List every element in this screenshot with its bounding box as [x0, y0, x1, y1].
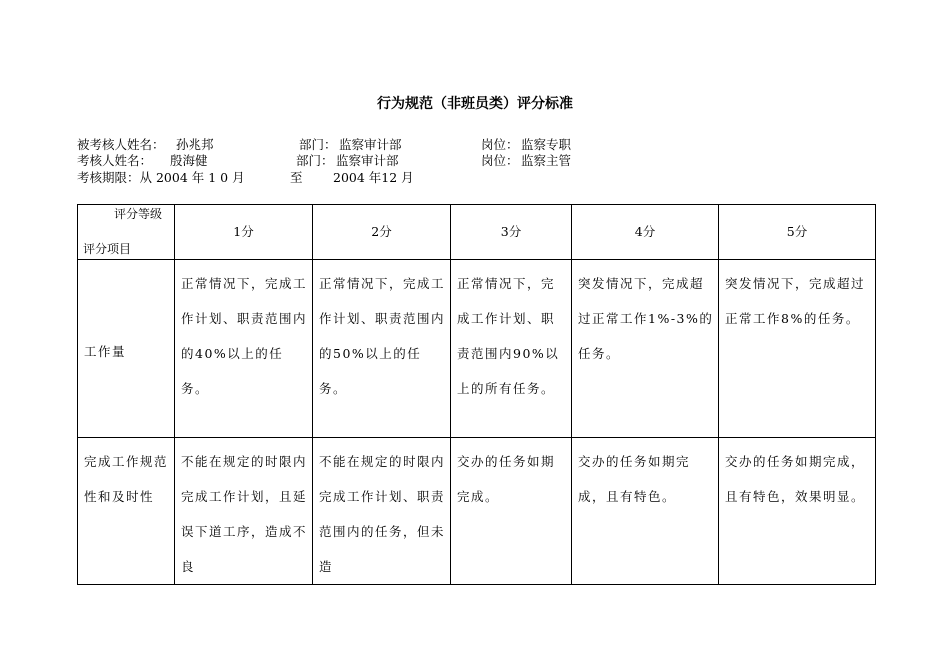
row-item-timeliness: 完成工作规范性和及时性 [78, 438, 175, 585]
cell-timeliness-2: 不能在规定的时限内完成工作计划、职责范围内的任务，但未造 [313, 438, 451, 585]
row-item-workload: 工作量 [78, 260, 175, 438]
examiner-label: 考核人姓名： [77, 153, 153, 168]
document-title: 行为规范（非班员类）评分标准 [377, 96, 573, 112]
corner-score-item: 评分项目 [83, 242, 132, 256]
header-score-2: 2分 [313, 205, 451, 260]
cell-timeliness-1: 不能在规定的时限内完成工作计划，且延误下道工序，造成不良 [175, 438, 313, 585]
period-end: 2004 年12 月 [333, 170, 414, 185]
cell-workload-4: 突发情况下，完成超过正常工作1%-3%的任务。 [572, 260, 719, 438]
header-score-1: 1分 [175, 205, 313, 260]
cell-workload-1: 正常情况下，完成工作计划、职责范围内的40%以上的任务。 [175, 260, 313, 438]
examiner-dept-label: 部门： [296, 153, 334, 168]
examiner-post-label: 岗位： [481, 153, 519, 168]
period-to: 至 [290, 170, 303, 185]
cell-timeliness-5: 交办的任务如期完成，且有特色，效果明显。 [719, 438, 876, 585]
corner-cell [78, 205, 175, 260]
examinee-post-label: 岗位： [481, 137, 519, 152]
header-score-4: 4分 [572, 205, 719, 260]
header-score-5: 5分 [719, 205, 876, 260]
header-score-3: 3分 [451, 205, 572, 260]
cell-timeliness-4: 交办的任务如期完成，且有特色。 [572, 438, 719, 585]
examinee-label: 被考核人姓名： [77, 137, 165, 152]
cell-timeliness-3: 交办的任务如期完成。 [451, 438, 572, 585]
examinee-dept: 监察审计部 [339, 137, 402, 152]
examinee-name: 孙兆邦 [176, 137, 214, 152]
corner-score-level: 评分等级 [113, 207, 162, 221]
period-label: 考核期限：从 2004 年 1 0 月 [77, 170, 245, 185]
examinee-dept-label: 部门： [299, 137, 337, 152]
examiner-dept: 监察审计部 [336, 153, 399, 168]
table-header-row [78, 205, 876, 260]
cell-workload-2: 正常情况下，完成工作计划、职责范围内的50%以上的任务。 [313, 260, 451, 438]
cell-workload-5: 突发情况下，完成超过正常工作8%的任务。 [719, 260, 876, 438]
cell-workload-3: 正常情况下，完成工作计划、职责范围内90%以上的所有任务。 [451, 260, 572, 438]
examiner-post: 监察主管 [521, 153, 572, 168]
scoring-table [77, 204, 876, 585]
examinee-post: 监察专职 [521, 137, 572, 152]
table-row [78, 438, 876, 585]
table-row [78, 260, 876, 438]
examiner-name: 殷海健 [170, 153, 208, 168]
